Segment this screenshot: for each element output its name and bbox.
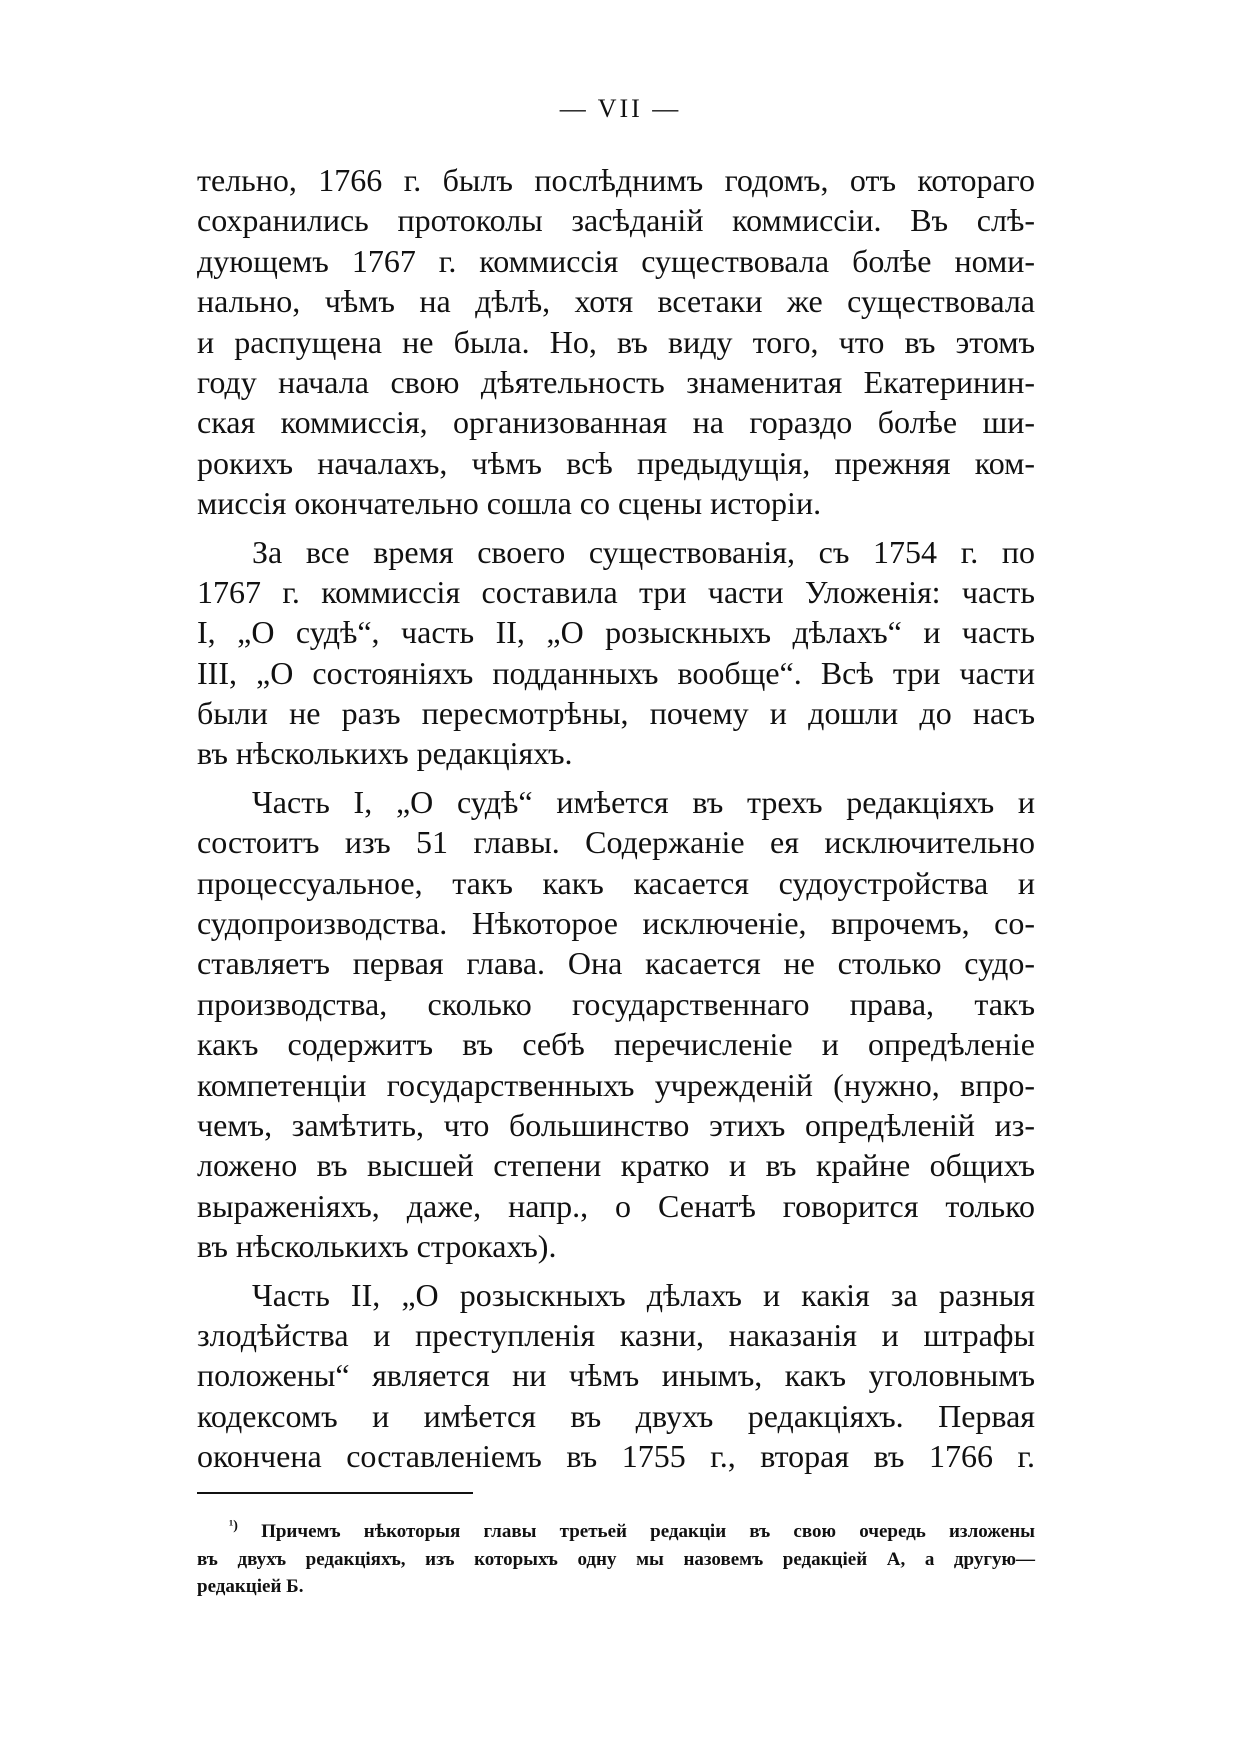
- text-line: злодѣйства и преступленія казни, наказанія и штрафы: [197, 1316, 1035, 1353]
- footnote-line: [197, 1518, 1035, 1546]
- text-line: За все время своего существованія, съ 1754 г. по: [252, 533, 1035, 570]
- text-line: состоитъ изъ 51 главы. Содержаніе ея исключительно: [197, 824, 1035, 861]
- text-line: и распущена не была. Но, въ виду того, что въ этомъ: [197, 323, 1035, 360]
- text-line: компетенціи государственныхъ учрежденій (нужно, впро-: [197, 1066, 1035, 1103]
- text-line: I, „О судѣ“, часть II, „О розыскныхъ дѣлахъ“ и часть: [197, 614, 1035, 651]
- text-line: судопроизводства. Нѣкоторое исключеніе, впрочемъ, со-: [197, 905, 1035, 942]
- text-line: были не разъ пересмотрѣны, почему и дошли до насъ: [197, 695, 1035, 732]
- paragraph-1: [197, 160, 1035, 524]
- text-line: производства, сколько государственнаго права, такъ: [197, 985, 1035, 1022]
- text-line: сохранились протоколы засѣданій коммиссіи. Въ слѣ-: [197, 202, 1035, 239]
- text-line: какъ содержитъ въ себѣ перечисленіе и опредѣленіе: [197, 1026, 1035, 1063]
- text-line: въ нѣсколькихъ строкахъ).: [197, 1228, 557, 1265]
- text-line: дующемъ 1767 г. коммиссія существовала болѣе номи-: [197, 242, 1035, 279]
- text-line: ская коммиссія, организованная на гораздо болѣе ши-: [197, 404, 1035, 441]
- page-number: — VII —: [559, 94, 682, 123]
- text-line: выраженіяхъ, даже, напр., о Сенатѣ говорится только: [197, 1187, 1035, 1224]
- text-line: въ нѣсколькихъ редакціяхъ.: [197, 735, 573, 772]
- body-text: [197, 160, 1035, 1477]
- footnote-rule: [197, 1492, 473, 1494]
- footnote: [197, 1518, 1035, 1601]
- text-line: кодексомъ и имѣется въ двухъ редакціяхъ. Первая: [197, 1397, 1035, 1434]
- text-line: чемъ, замѣтить, что большинство этихъ опредѣленій из-: [197, 1106, 1035, 1143]
- text-line: Часть I, „О судѣ“ имѣется въ трехъ редакціяхъ и: [252, 783, 1035, 820]
- text-line: процессуальное, такъ какъ касается судоустройства и: [197, 864, 1035, 901]
- text-line: 1767 г. коммиссія составила три части Уложенія: часть: [197, 573, 1035, 610]
- footnote-marker: ¹): [229, 1518, 238, 1534]
- paragraph-4: [197, 1275, 1035, 1477]
- text-line: тельно, 1766 г. былъ послѣднимъ годомъ, отъ котораго: [197, 162, 1035, 198]
- text-line: миссія окончательно сошла со сцены исторіи.: [197, 485, 822, 522]
- text-line: III, „О состояніяхъ подданныхъ вообще“. Всѣ три части: [197, 654, 1035, 691]
- footnote-line: редакціей Б.: [197, 1576, 304, 1597]
- footnote-line: въ двухъ редакціяхъ, изъ которыхъ одну мы назовемъ редакціей А, а другую—: [197, 1548, 1035, 1570]
- text-line: рокихъ началахъ, чѣмъ всѣ предыдущія, прежняя ком-: [197, 444, 1035, 481]
- text-line: ставляетъ первая глава. Она касается не столько судо-: [197, 945, 1035, 982]
- text-line: Часть II, „О розыскныхъ дѣлахъ и какія за разныя: [252, 1276, 1035, 1313]
- footnote-text: Причемъ нѣкоторыя главы третьей редакціи въ свою очередь изложены: [261, 1521, 1035, 1542]
- paragraph-2: [197, 532, 1035, 774]
- text-line: году начала свою дѣятельность знаменитая Екатеринин-: [197, 363, 1035, 400]
- text-line: окончена составленіемъ въ 1755 г., вторая въ 1766 г.: [197, 1438, 1035, 1475]
- paragraph-3: [197, 782, 1035, 1267]
- text-line: положены“ является ни чѣмъ инымъ, какъ уголовнымъ: [197, 1357, 1035, 1394]
- text-line: ложено въ высшей степени кратко и въ крайне общихъ: [197, 1147, 1035, 1184]
- text-line: нально, чѣмъ на дѣлѣ, хотя всетаки же существовала: [197, 283, 1035, 320]
